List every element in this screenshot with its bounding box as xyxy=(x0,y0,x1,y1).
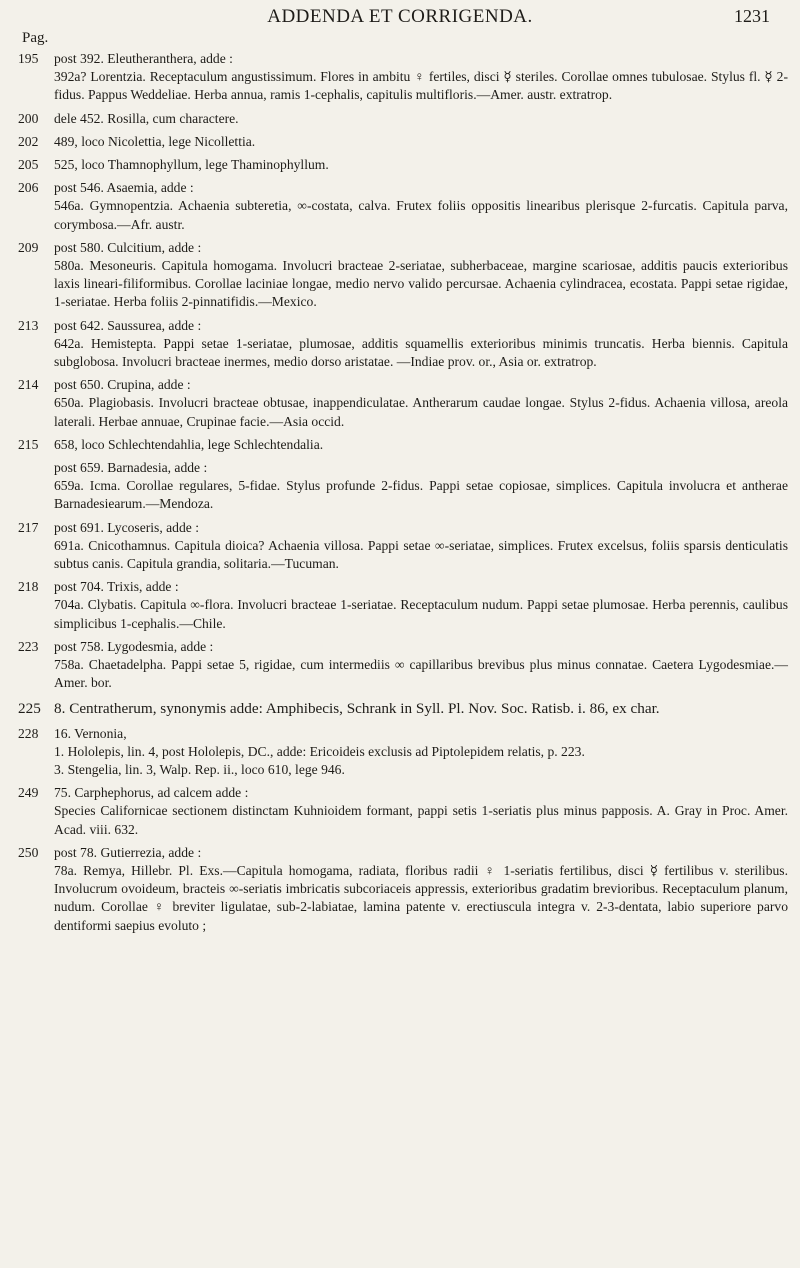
entry-paragraph: 546a. Gymnopentzia. Achaenia subteretia, ∞-costata, calva. Frutex foliis oppositis linearibus plerisque 2-furcatis. Capitula parva, corymbosa.—Afr. austr. xyxy=(54,198,788,232)
entry-paragraph: 704a. Clybatis. Capitula ∞-flora. Involucri bracteae 1-seriatae. Receptaculum nudum. Pappi setae plumosae. Herba perennis, caulibus simplicibus 1-cephalis.—Chile. xyxy=(54,597,788,631)
entry-heading: post 580. Culcitium, adde : xyxy=(54,239,202,255)
entry xyxy=(18,317,788,372)
entry-paragraph: 758a. Chaetadelpha. Pappi setae 5, rigidae, cum intermediis ∞ capillaribus brevibus plus minus connatae. Caetera Lygodesmiae.—Amer. bor. xyxy=(54,657,788,691)
entry-page-number: 215 xyxy=(18,436,39,452)
entry-paragraph: 392a? Lorentzia. Receptaculum angustissimum. Flores in ambitu ♀ fertiles, disci ☿ steriles. Corollae omnes tubulosae. Stylus fl. ☿ 2-fidus. Pappus Weddeliae. Herba annua, ramis 1-cephalis, capitulis multifloris.—Amer. austr. extratrop. xyxy=(54,69,788,103)
entry-page-number: 223 xyxy=(18,638,39,654)
entry xyxy=(18,156,788,174)
entry-paragraph: 1. Hololepis, lin. 4, post Hololepis, DC., adde: Ericoideis exclusis ad Piptolepidem relatis, p. 223. xyxy=(54,743,585,759)
entry-heading: 16. Vernonia, xyxy=(54,725,127,741)
entry-heading: post 78. Gutierrezia, adde : xyxy=(54,844,202,860)
entry-page-number: 209 xyxy=(18,239,39,255)
entry xyxy=(18,459,788,514)
entry xyxy=(18,179,788,234)
entry xyxy=(18,436,788,454)
entry-page-number: 225 xyxy=(18,699,41,717)
entry-paragraph: 691a. Cnicothamnus. Capitula dioica? Achaenia villosa. Pappi setae ∞-seriatae, simplices. Frutex excelsus, foliis sparsis denticulatis subtus canis. Capitula grandia, solitaria.—Tucuman. xyxy=(54,537,788,572)
page-number: 1231 xyxy=(734,6,770,26)
running-title: ADDENDA ET CORRIGENDA. xyxy=(267,6,533,27)
entry-heading: dele 452. Rosilla, cum charactere. xyxy=(54,110,239,126)
entry-paragraph: 659a. Icma. Corollae regulares, 5-fidae. Stylus profunde 2-fidus. Pappi setae copiosae, simplices. Capitula involucra et antherae Barnadesiearum.—Mendoza. xyxy=(54,478,788,512)
entry-paragraph: 650a. Plagiobasis. Involucri bracteae obtusae, inappendiculatae. Antherarum caudae longae. Stylus 2-fidus. Achaenia villosa, areola laterali. Herbae annuae, Crupinae facie.—Asia occid. xyxy=(54,395,788,429)
entry-heading: post 642. Saussurea, adde : xyxy=(54,317,202,333)
entry-paragraph: 642a. Hemistepta. Pappi setae 1-seriatae, plumosae, additis squamellis exterioribus minimis truncatis. Herba biennis. Capitula subglobosa. Involucri bracteae inermes, medio dorso aristatae. —Indiae prov. or., Asia or. extratrop. xyxy=(54,335,788,370)
entry-heading: post 691. Lycoseris, adde : xyxy=(54,519,199,535)
entry xyxy=(18,578,788,633)
entry-heading: 489, loco Nicolettia, lege Nicollettia. xyxy=(54,133,256,149)
entries-list xyxy=(18,50,788,940)
entry-heading: 8. Centratherum, synonymis adde: Amphibecis, Schrank in Syll. Pl. Nov. Soc. Ratisb. i. 86, ex char. xyxy=(54,699,660,717)
entry xyxy=(18,844,788,935)
entry-page-number: 202 xyxy=(18,133,39,149)
entry-page-number: 249 xyxy=(18,785,39,801)
entry xyxy=(18,50,788,105)
entry-heading: 658, loco Schlechtendahlia, lege Schlechtendalia. xyxy=(54,436,324,452)
entry-page-number: 205 xyxy=(18,157,39,173)
entry-heading: post 659. Barnadesia, adde : xyxy=(54,460,208,476)
entry xyxy=(18,376,788,431)
entry-heading: post 704. Trixis, adde : xyxy=(54,579,179,595)
entry-heading: 75. Carphephorus, ad calcem adde : xyxy=(54,785,249,801)
entry-paragraph: 3. Stengelia, lin. 3, Walp. Rep. ii., loco 610, lege 946. xyxy=(54,761,345,777)
entry-paragraph: 580a. Mesoneuris. Capitula homogama. Involucri bracteae 2-seriatae, subherbaceae, margine scariosae, additis paucis exterioribus laxis lineari-filiformibus. Corollae laciniae longae, medio nervo valido percursae. Achaenia cylindracea, ecostata. Pappi setae rigidae, 1-seriatae. Herba foliis 2-pinnatifidis.—Mexico. xyxy=(54,258,788,310)
entry xyxy=(18,110,788,128)
entry-page-number: 218 xyxy=(18,579,39,595)
entry xyxy=(18,239,788,312)
entry xyxy=(18,698,788,720)
entry xyxy=(18,638,788,693)
pag-column-label: Pag. xyxy=(22,30,49,46)
entry-page-number: 214 xyxy=(18,377,39,393)
entry-heading: post 650. Crupina, adde : xyxy=(54,377,191,393)
entry xyxy=(18,725,788,780)
entry xyxy=(18,519,788,574)
entry-page-number: 195 xyxy=(18,51,39,66)
entry-page-number: 228 xyxy=(18,725,39,741)
entry-page-number: 213 xyxy=(18,317,39,333)
entry xyxy=(18,784,788,839)
entry xyxy=(18,133,788,151)
entry-heading: post 546. Asaemia, adde : xyxy=(54,180,194,196)
entry-heading: post 392. Eleutheranthera, adde : xyxy=(54,51,233,66)
entry-page-number: 250 xyxy=(18,844,39,860)
entry-paragraph: 78a. Remya, Hillebr. Pl. Exs.—Capitula homogama, radiata, floribus radii ♀ 1-seriatis fertilibus, disci ☿ fertilibus v. sterilibus. Involucrum ovoideum, bracteis ∞-seriatis imbricatis subcoriaceis appressis, exterioribus gradatim brevioribus. Receptaculum planum, nudum. Corollae ♀ breviter ligulatae, sub-2-labiatae, lamina patente v. erectiuscula integra v. 2-3-dentata, labio superiore parvo dentiformi saepius evoluto ; xyxy=(54,862,788,933)
page-header xyxy=(0,0,800,36)
entry-page-number: 206 xyxy=(18,180,39,196)
entry-heading: post 758. Lygodesmia, adde : xyxy=(54,638,214,654)
entry-page-number: 200 xyxy=(18,110,39,126)
entry-page-number: 217 xyxy=(18,519,39,535)
entry-paragraph: Species Californicae sectionem distinctam Kuhnioidem formant, pappi setis 1-seriatis plus minus papposis. A. Gray in Proc. Amer. Acad. viii. 632. xyxy=(54,803,788,837)
entry-heading: 525, loco Thamnophyllum, lege Thaminophyllum. xyxy=(54,157,329,173)
